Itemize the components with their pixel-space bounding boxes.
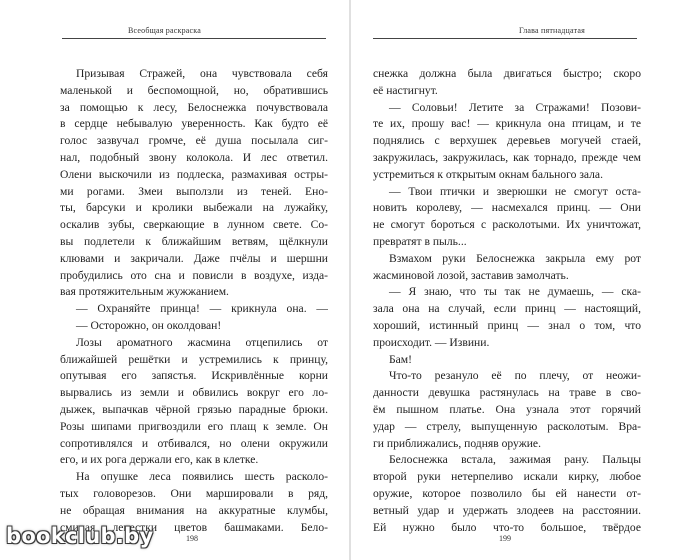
text-line: закружилась, закружилась, как торнадо, прежде чем xyxy=(373,150,641,164)
text-line: вая протяжительным жужжанием. xyxy=(60,285,229,299)
text-line: ты, барсуки и кролики выбежали на лужайку, xyxy=(60,201,328,215)
text-line: На опушке леса появились шесть расколо- xyxy=(76,470,328,484)
text-line: Белоснежка встала, зажимая рану. Пальцы xyxy=(389,453,641,467)
text-line: маленькой и беспомощной, но, обратившись xyxy=(60,83,328,97)
text-line: тых головорезов. Они маршировали в ряд, xyxy=(60,486,328,500)
text-line: Призывая Стражей, она чувствовала себя xyxy=(76,67,328,80)
text-line: — Я знаю, что ты так не думаешь, — ска- xyxy=(389,285,641,299)
text-line: в сердце небывалую уверенность. Как будто её xyxy=(60,117,328,131)
left-page-number: 198 xyxy=(186,534,198,543)
text-line: вырвались из земли и обвились вокруг его ло- xyxy=(60,386,328,400)
text-line: голос зазвучал громче, её душа посылала сиг- xyxy=(60,134,328,148)
text-line: данности девушка растянулась на траве в сво- xyxy=(373,386,641,400)
text-line: Взмахом руки Белоснежка закрыла ему рот xyxy=(389,251,641,265)
text-line: Лозы ароматного жасмина отцепились от xyxy=(76,335,328,349)
left-page-text xyxy=(60,66,328,536)
text-line: оскалив зубы, сверкающие в лунном свете. Со- xyxy=(60,218,328,232)
text-line: не смогут бороться с расколотыми. Их уничтожат, xyxy=(373,218,641,232)
text-line: второй руки нетерпеливо искали кирку, любое xyxy=(373,470,641,484)
left-page xyxy=(0,0,349,560)
text-line: пробудились ото сна и повисли в воздухе, изда- xyxy=(60,268,328,282)
right-page-text xyxy=(373,66,641,536)
text-line: оружие, которое позволило бы ей нанести от- xyxy=(373,486,641,500)
text-line: те их, прошу вас! — крикнула она птицам, и те xyxy=(373,117,641,131)
text-line: происходит. — Извини. xyxy=(373,335,490,349)
text-line: ми рогами. Змеи выползли из теней. Ено- xyxy=(60,184,328,198)
text-line: ближайшей решётки и устремились к принцу, xyxy=(60,352,328,366)
left-running-head: Всеобщая раскраска xyxy=(128,26,202,35)
text-line: поднялись с верхушек деревьев могучей стаей, xyxy=(373,134,641,148)
text-line: хороший, истинный принц — знал о том, что xyxy=(373,318,641,332)
text-line: Ей нужно было что-то большое, твёрдое xyxy=(373,520,641,534)
text-line: жасминовой лозой, заставив замолчать. xyxy=(373,268,569,282)
text-line: её настигнут. xyxy=(373,83,438,97)
right-page xyxy=(351,0,700,560)
text-line: вы подлетели к ближайшим ветвям, щёлкнули xyxy=(60,234,328,248)
text-line: нал, подобный звону колокола. И лес ответил. xyxy=(60,150,328,164)
text-line: ветный удар и удержать злодеев на расстоянии. xyxy=(373,503,641,517)
text-line: — Соловьи! Летите за Стражами! Позови- xyxy=(389,100,641,114)
text-line: снежка должна была двигаться быстро; скоро xyxy=(373,67,641,80)
text-line: зала она на случай, если принц — настоящий, xyxy=(373,302,641,316)
text-line: ги приближались, подняв оружие. xyxy=(373,436,541,450)
site-watermark: bookclub.by xyxy=(6,524,154,548)
text-line: превратят в пыль... xyxy=(373,234,467,248)
text-line: Бам! xyxy=(389,352,413,366)
text-line: его, и их рога держали его, как в клетке. xyxy=(60,453,259,467)
right-page-number: 199 xyxy=(499,534,511,543)
text-line: — Осторожно, он околдован! xyxy=(76,318,222,332)
text-line: сопротивлялся и отбивался, но олени окружили xyxy=(60,436,328,450)
text-line: — Охраняйте принца! — крикнула она. — xyxy=(76,302,328,316)
text-line: не обращая внимания на аккуратные клумбы, xyxy=(60,503,328,517)
text-line: Что-то резануло её по плечу, от неожи- xyxy=(389,369,641,383)
text-line: сминая лепестки цветов башмаками. Бело- xyxy=(60,520,328,534)
text-line: за помощью к лесу, Белоснежка почувствовала xyxy=(60,100,328,114)
text-line: опутывая его запястья. Искривлённые корни xyxy=(60,369,328,383)
text-line: — Твои птички и зверюшки не смогут оста- xyxy=(389,184,641,198)
text-line: Олени выскочили из подлеска, размахивая остры- xyxy=(60,167,328,181)
text-line: устремиться к открытым окнам бального зала. xyxy=(373,167,603,181)
left-header-rule xyxy=(62,38,326,39)
text-line: ём пышном платье. Она узнала этот горячий xyxy=(373,402,641,416)
text-line: Розы шипами пригвоздили его плащ к земле. Он xyxy=(60,419,328,433)
text-line: клювами и закричали. Даже пчёлы и шершни xyxy=(60,251,328,265)
text-line: новить королеву, — насмехался принц. — Они xyxy=(373,201,641,215)
right-header-rule xyxy=(373,38,637,39)
text-line: дыжек, выпачкав чёрной грязью парадные брюки. xyxy=(60,402,328,416)
right-running-head: Глава пятнадцатая xyxy=(519,26,585,35)
text-line: удар — стрелу, выпущенную расколотым. Вра- xyxy=(373,419,641,433)
